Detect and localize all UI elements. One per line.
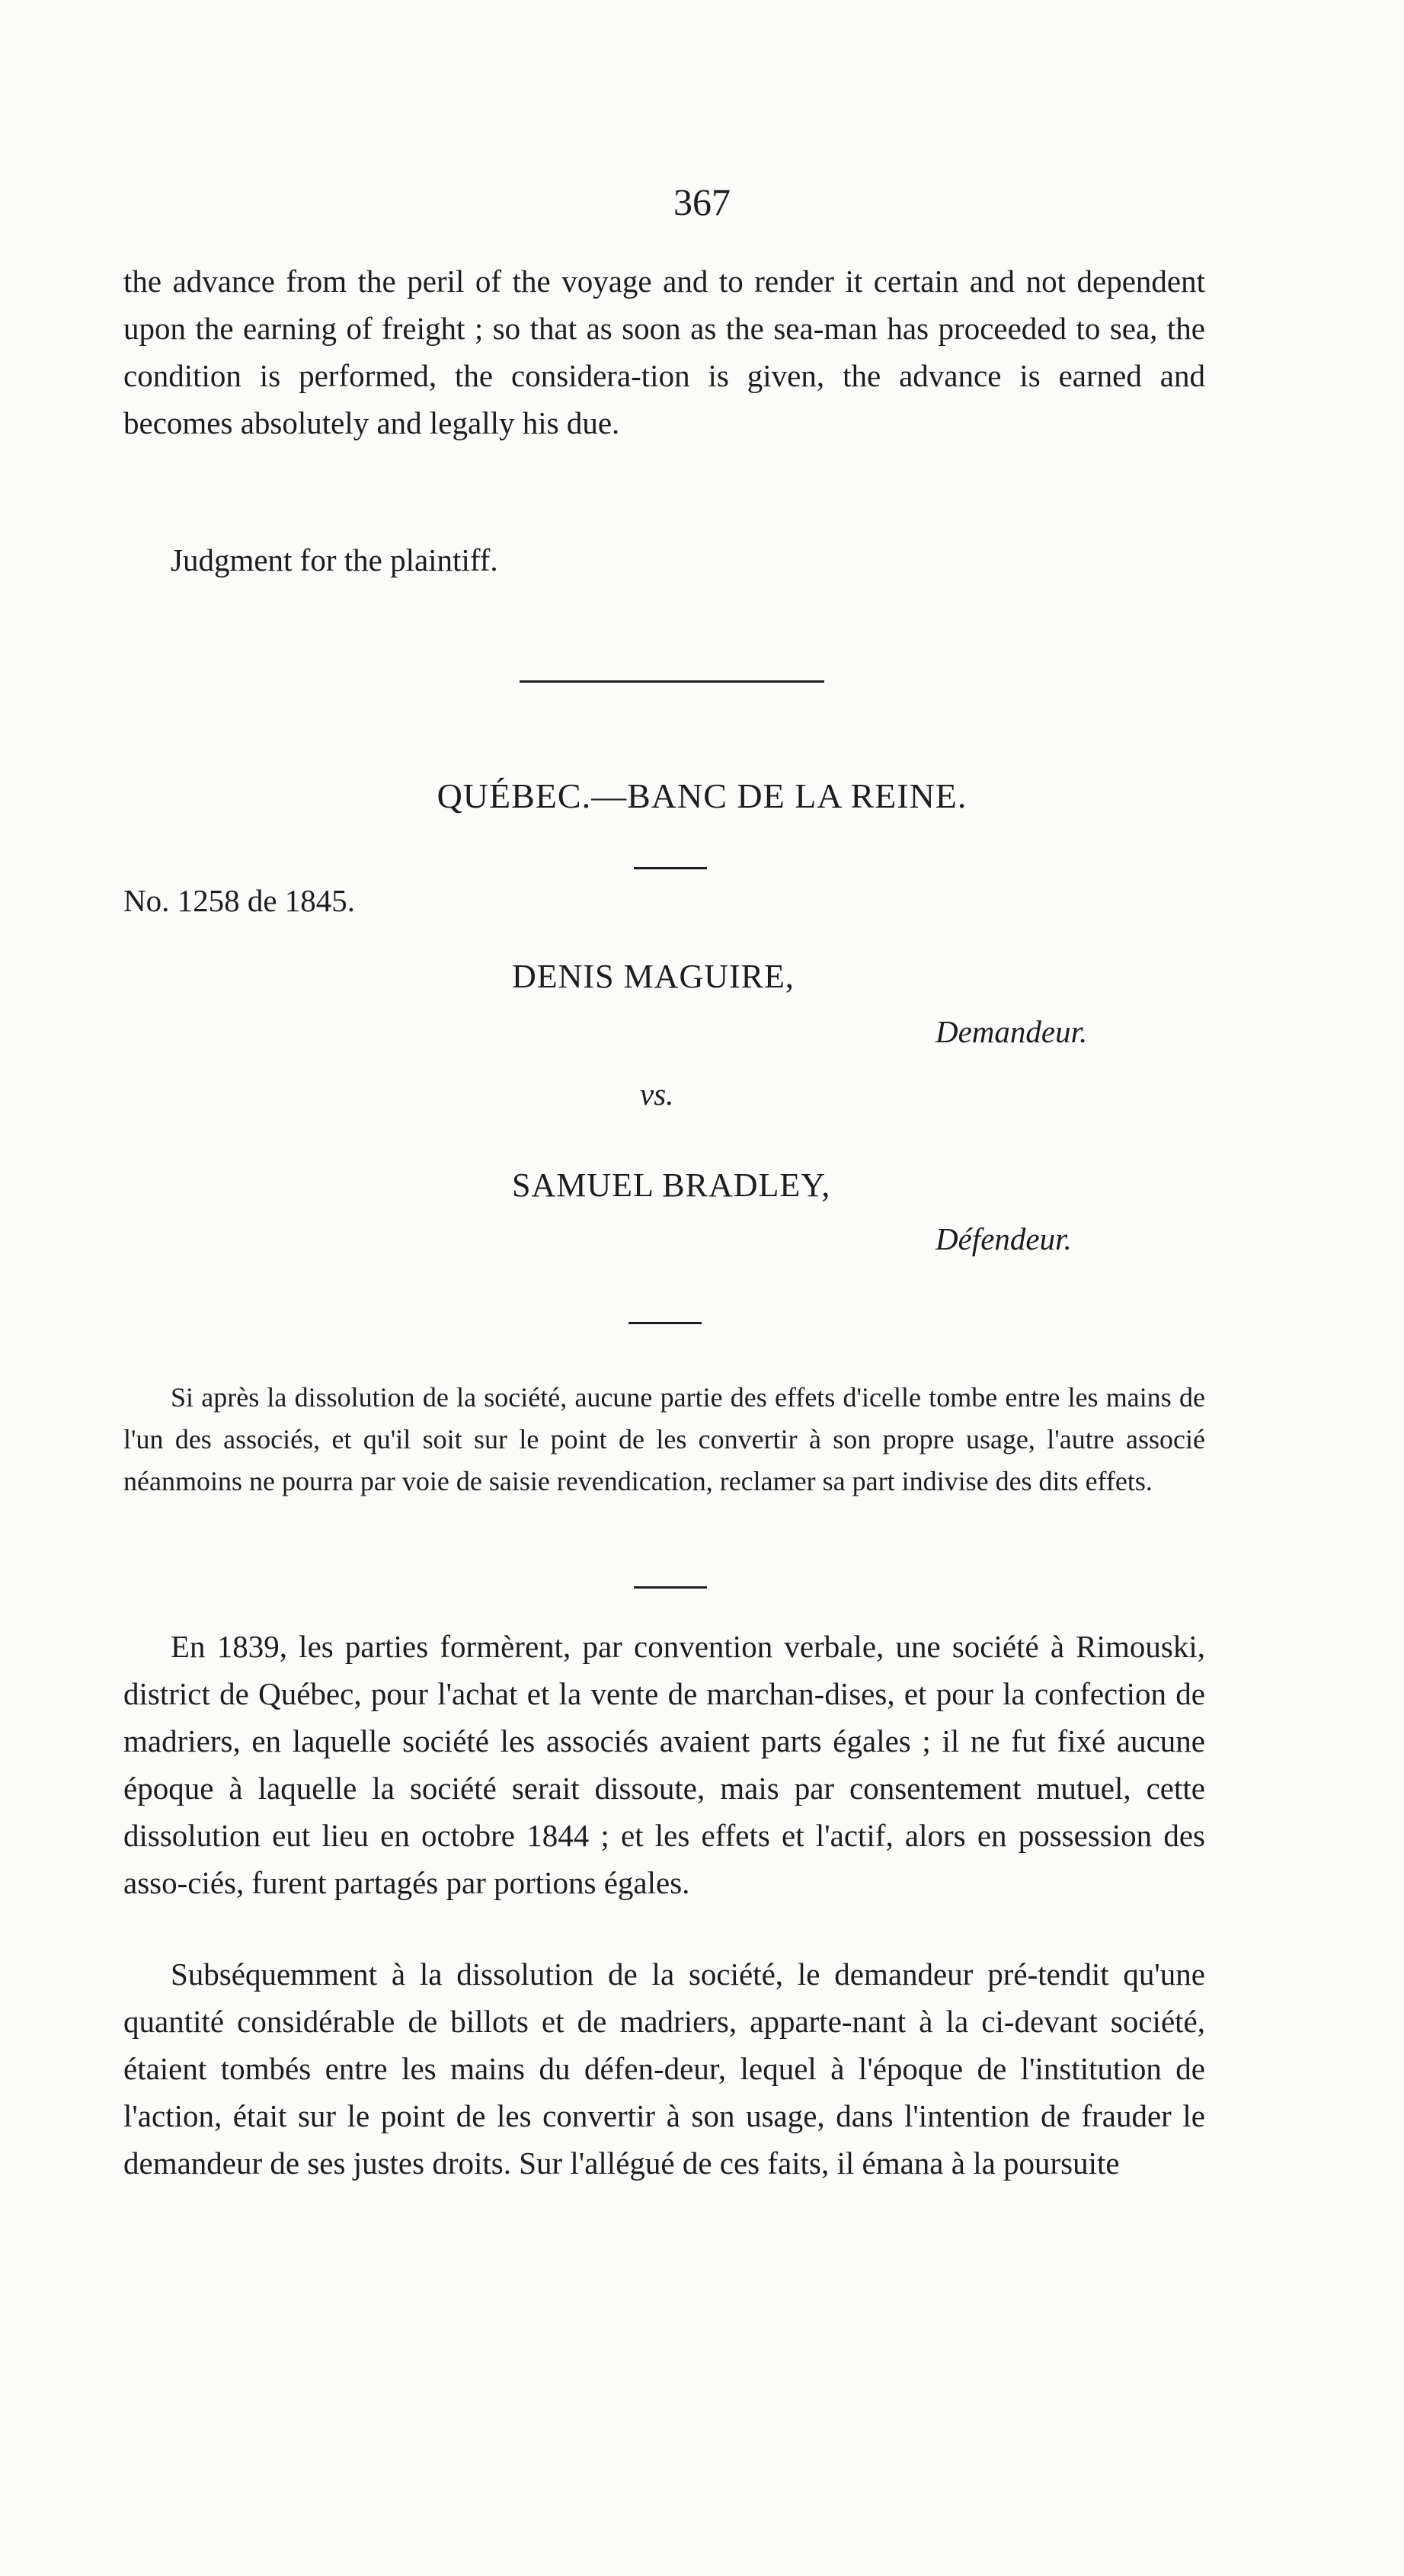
continuation-paragraph: the advance from the peril of the voyage and to render it certain and not dependent upon the earning of freight ; so that as soon as the sea-man has proceeded to sea, the condition is performed, the considera-tion is given, the advance is earned and becomes absolutely and legally his due. [123, 264, 1205, 440]
body-paragraph: En 1839, les parties formèrent, par convention verbale, une société à Rimouski, district de Québec, pour l'achat et la vente de marchan-dises, et pour la confection de madriers, en laquelle société les associés avaient parts égales ; il ne fut fixé aucune époque à laquelle la société serait dissoute, mais par consentement mutuel, cette dissolution eut lieu en octobre 1844 ; et les effets et l'actif, alors en possession des asso-ciés, furent partagés par portions égales. [123, 1629, 1205, 1900]
plaintiff-role: Demandeur. [935, 1014, 1088, 1049]
section-divider [520, 680, 824, 683]
case-number: No. 1258 de 1845. [123, 883, 356, 918]
versus: vs. [640, 1077, 674, 1112]
body-paragraph: Subséquemment à la dissolution de la société, le demandeur pré-tendit qu'une quantité considérable de billots et de madriers, apparte-nant à la ci-devant société, étaient tombés entre les mains du défen-deur, lequel à l'époque de l'institution de l'action, était sur le point de les convertir à son usage, dans l'intention de frauder le demandeur de ses justes droits. Sur l'allégué de ces faits, il émana à la poursuite [123, 1957, 1205, 2181]
court-heading: QUÉBEC.—BANC DE LA REINE. [437, 776, 967, 815]
defendant-role: Défendeur. [935, 1221, 1072, 1256]
headnote: Si après la dissolution de la société, aucune partie des effets d'icelle tombe entre les mains de l'un des associés, et qu'il soit sur le point de les convertir à son propre usage, l'autre associé néanmoins ne pourra par voie de saisie revendication, reclamer sa part indivise des dits effets. [123, 1382, 1205, 1496]
defendant-name: SAMUEL BRADLEY, [512, 1166, 831, 1204]
plaintiff-name: DENIS MAGUIRE, [512, 958, 795, 995]
short-rule [634, 1586, 707, 1589]
page-number: 367 [673, 181, 731, 223]
short-rule [634, 867, 707, 869]
judgment-line: Judgment for the plaintiff. [171, 542, 498, 578]
short-rule [628, 1322, 702, 1324]
